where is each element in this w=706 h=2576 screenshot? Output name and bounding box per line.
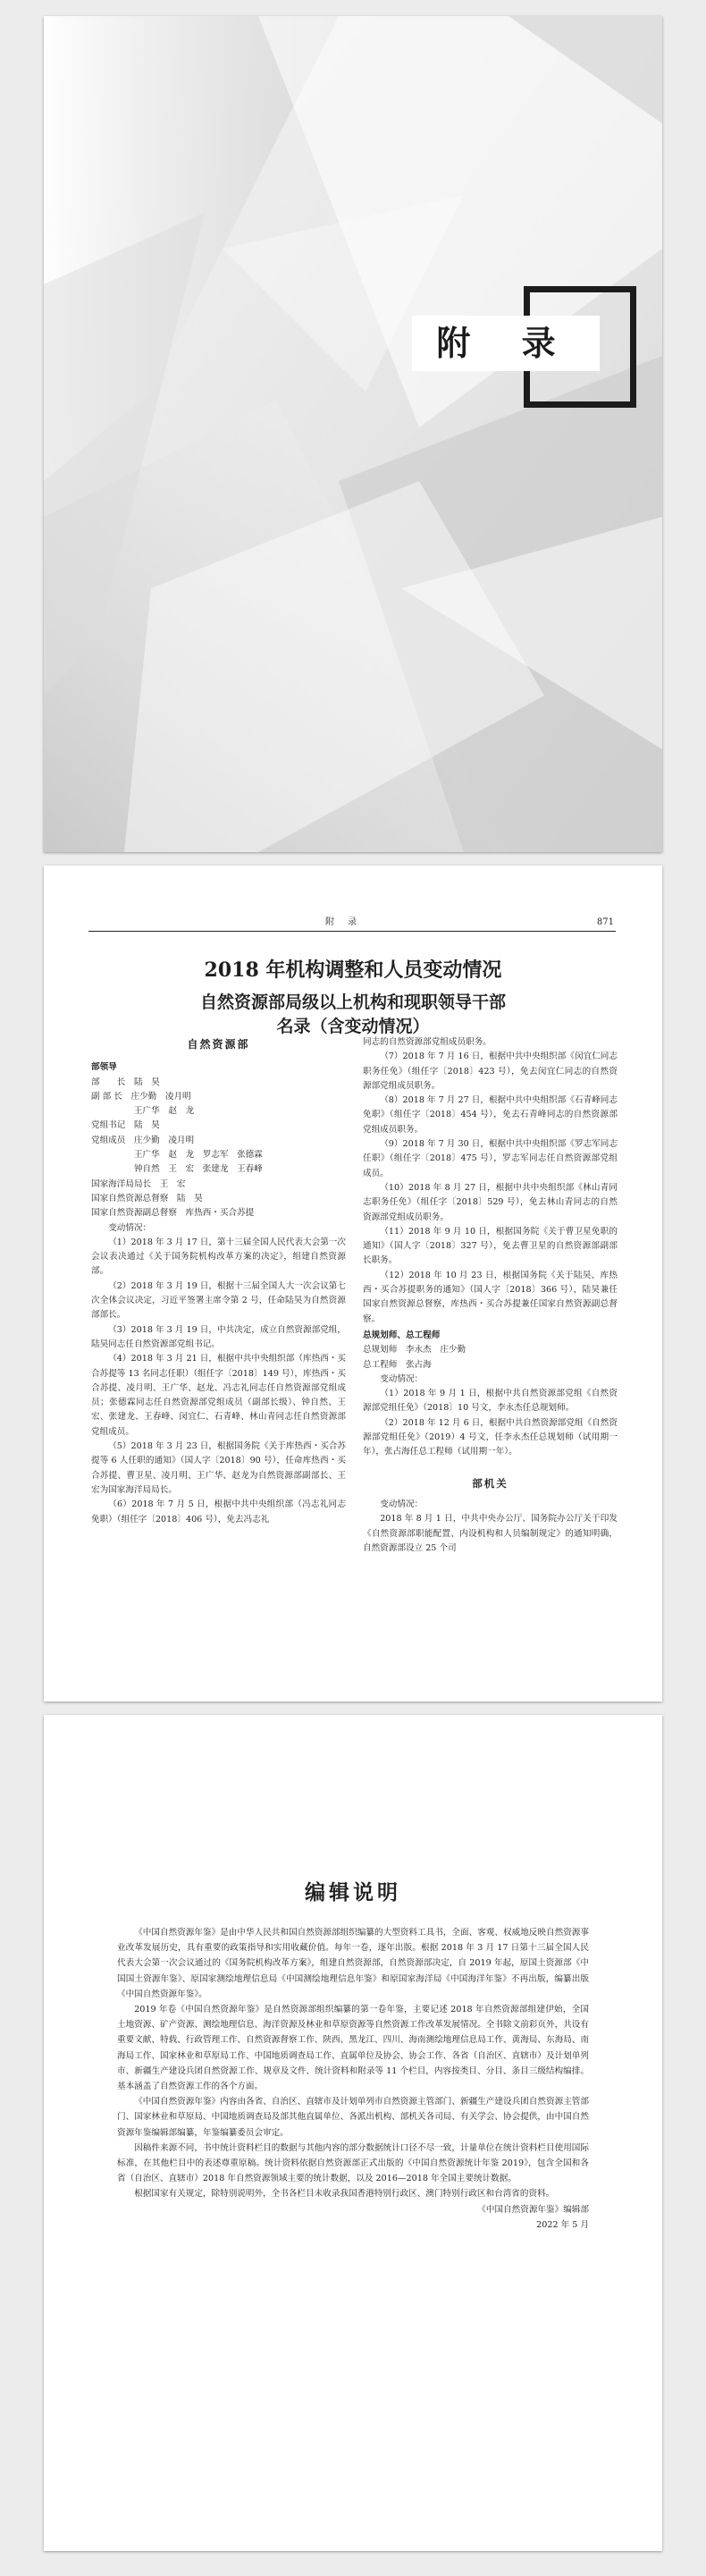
change-label: 变动情况：	[108, 1222, 152, 1233]
roster-line: 王广华 赵 龙 罗志军 张德霖	[91, 1150, 263, 1161]
roster-line: 国家海洋局局长 王 宏	[91, 1178, 186, 1189]
change-paragraph: （1）2018 年 3 月 17 日，第十三届全国人民代表大会第一次会议表决通过《关于国务院机构改革方案的决定》，组建自然资源部。	[91, 1237, 346, 1277]
roster-line: 党组书记 陆 昊	[91, 1120, 160, 1131]
editor-note-body	[117, 1925, 589, 2202]
cover-background-graphic	[44, 16, 662, 852]
change-paragraph: （6）2018 年 7 月 5 日，根据中共中央组织部（冯志礼同志免职）（组任字〔2018〕406 号），免去冯志礼	[91, 1499, 346, 1524]
change-paragraph: （1）2018 年 9 月 1 日，根据中共自然资源部党组《自然资源部党组任免》（2018〕10 号文，李永杰任总规划师。	[363, 1389, 618, 1414]
roster-line: 部 长 陆 昊	[91, 1077, 160, 1087]
planner-heading: 总规划师、总工程师	[363, 1330, 441, 1340]
cover-page	[44, 16, 662, 852]
report-subtitle-line2: 名录（含变动情况）	[276, 1017, 430, 1036]
change-paragraph: （4）2018 年 3 月 21 日，根据中共中央组织部（库热西・买合苏提等 13 名同志任职）（组任字〔2018〕149 号），库热西・买合苏提、凌月明、王广华、赵龙、冯志礼同志任自然资源部党组成员；张德霖同志任自然资源部党组成员（副部长级）、钟自然、王宏、张建龙、王春峰、闵宜仁、石青峰、林山青同志任自然资源部党组成员。	[91, 1354, 346, 1437]
right-column	[363, 1035, 618, 1556]
roster-line: 党组成员 庄少勤 凌月明	[91, 1135, 195, 1145]
section-title-ministry-offices: 部机关	[472, 1476, 508, 1490]
change-paragraph: 同志的自然资源部党组成员职务。	[363, 1037, 492, 1047]
change-paragraph: （2）2018 年 12 月 6 日，根据中共自然资源部党组《自然资源部党组任免》（2019）4 号文，任李永杰任总规划师（试用期一年），张占海任总工程师（试用期一年）。	[363, 1417, 618, 1457]
report-title: 2018 年机构调整和人员变动情况	[204, 959, 502, 982]
note-paragraph: 《中国自然资源年鉴》内容由各省、自治区、直辖市及计划单列市自然资源主管部门、新疆生产建设兵团自然资源主管部门、国家林业和草原局、中国地质调查局及部其他直属单位、各派出机构、部机关各司局、有关学会、协会提供，由中国自然资源年鉴编辑部编纂，年鉴编纂委员会审定。	[117, 2097, 589, 2138]
change-paragraph: （7）2018 年 7 月 16 日，根据中共中央组织部《闵宜仁同志职务任免》（组任字〔2018〕423 号），免去闵宜仁同志的自然资源部党组成员职务。	[363, 1052, 618, 1091]
change-paragraph: （3）2018 年 3 月 19 日，中共决定，成立自然资源部党组，陆昊同志任自然资源部党组书记。	[91, 1324, 346, 1349]
note-paragraph: 《中国自然资源年鉴》是由中华人民共和国自然资源部组织编纂的大型资料工具书，全面、客观、权威地反映自然资源事业改革发展历史，具有重要的政策指导和实用收藏价值。每年一卷，逐年出版。根据 2018 年 3 月 17 日第十三届全国人民代表大会第一次会议通过的《国务院机构改革方案》，组建自然资源部，自然资源部决定，自 2019 年起，原国土资源部《中国国土资源年鉴》、原国家测绘地理信息局《中国测绘地理信息年鉴》和原国家海洋局《中国海洋年鉴》不再出版，编纂出版《中国自然资源年鉴》。	[117, 1928, 589, 1999]
cover-title: 附 录	[412, 316, 600, 371]
change-paragraph: （10）2018 年 8 月 27 日，根据中共中央组织部《林山青同志职务任免》（组任字〔2018〕529 号），免去林山青同志的自然资源部党组成员职务。	[363, 1182, 618, 1222]
note-paragraph: 2019 年卷《中国自然资源年鉴》是自然资源部组织编纂的第一卷年鉴，主要记述 2018 年自然资源部组建伊始，全国土地资源、矿产资源、测绘地理信息、海洋资源及林业和草原资源等自然资源工作改革发展情况。全书除文前彩页外，共设有重要文献、特载、行政管理工作、自然资源督察工作、陕西、黑龙江、四川、海南测绘地理信息局工作、黄海局、东海局、南海局工作、国家林业和草原局工作、中国地质调查局工作、直属单位及协会、协会工作、各省（自治区、直辖市）及计划单列市、新疆生产建设兵团自然资源工作、规章及文件、统计资料和附录等 11 个栏目，内容按类目、分目、条目三级结构编排。基本涵盖了自然资源工作的各个方面。	[117, 2005, 589, 2092]
page-number: 871	[596, 917, 614, 927]
running-head	[88, 916, 616, 932]
editor-signature: 《中国自然资源年鉴》编辑部	[477, 2205, 589, 2215]
change-paragraph: 2018 年 8 月 1 日，中共中央办公厅、国务院办公厅关于印发《自然资源部职能配置、内设机构和人员编制规定》的通知明确，自然资源部设立 25 个司	[363, 1514, 618, 1553]
editor-date: 2022 年 5 月	[536, 2220, 589, 2230]
roster-line: 国家自然资源副总督察 库热西・买合苏提	[91, 1208, 255, 1219]
change-paragraph: （12）2018 年 10 月 23 日，根据国务院《关于陆昊、库热西・买合苏提职务的通知》（国人字〔2018〕366 号），陆昊兼任国家自然资源总督察，库热西・买合苏提兼任国家自然资源副总督察。	[363, 1270, 618, 1324]
roster-line: 总工程师 张占海	[363, 1359, 432, 1370]
roster-line: 王广华 赵 龙	[91, 1106, 195, 1117]
note-paragraph: 因稿件来源不同，书中统计资料栏目的数据与其他内容的部分数据统计口径不尽一致，计量单位在统计资料栏目使用国际标准，在其他栏目中的表述尊重原稿。统计资料依据自然资源部正式出版的《中国自然资源统计年鉴 2019》，包含全国和各省（自治区、直辖市）2018 年自然资源领域主要的统计数据，以及 2016—2018 年全国主要统计数据。	[117, 2142, 589, 2184]
roster-line: 钟自然 王 宏 张建龙 王春峰	[91, 1164, 263, 1175]
section-title-ministry: 自然资源部	[187, 1038, 250, 1051]
editor-note-title: 编辑说明	[305, 1881, 401, 1905]
leadership-heading: 部领导	[91, 1062, 117, 1073]
editor-signature-block	[477, 2202, 589, 2233]
roster-line: 国家自然资源总督察 陆 昊	[91, 1193, 203, 1204]
change-paragraph: （5）2018 年 3 月 23 日，根据国务院《关于库热西・买合苏提等 6 人任职的通知》（国人字〔2018〕90 号），任命库热西・买合苏提、曹卫星、凌月明、王广华、赵龙为自然资源部副部长、王宏为国家海洋局局长。	[91, 1441, 346, 1495]
left-column	[91, 1035, 346, 1527]
change-paragraph: （8）2018 年 7 月 27 日，根据中共中央组织部《石青峰同志免职》（组任字〔2018〕454 号），免去石青峰同志的自然资源部党组成员职务。	[363, 1095, 618, 1135]
change-paragraph: （2）2018 年 3 月 19 日，根据十三届全国人大一次会议第七次全体会议决定，习近平签署主席令第 2 号，任命陆昊为自然资源部部长。	[91, 1280, 346, 1321]
editor-note-page	[44, 1715, 662, 2551]
roster-line: 总规划师 李永杰 庄少勤	[363, 1345, 466, 1356]
change-paragraph: （11）2018 年 9 月 10 日，根据国务院《关于曹卫星免职的通知》（国人字〔2018〕327 号），免去曹卫星的自然资源部副部长职务。	[363, 1226, 618, 1266]
leadership-roster	[91, 1076, 346, 1221]
report-page	[44, 866, 662, 1702]
roster-line: 副 部 长 庄少勤 凌月明	[91, 1091, 191, 1102]
change-label: 变动情况：	[380, 1373, 424, 1384]
change-label: 变动情况：	[380, 1499, 424, 1509]
running-head-title: 附 录	[325, 917, 363, 927]
change-paragraph: （9）2018 年 7 月 30 日，根据中共中央组织部《罗志军同志任职》（组任字〔2018〕475 号），罗志军同志任自然资源部党组成员。	[363, 1139, 618, 1178]
report-subtitle-line1: 自然资源部局级以上机构和现职领导干部	[199, 992, 506, 1012]
note-paragraph: 根据国家有关规定，除特别说明外，全书各栏目未收录我国香港特别行政区、澳门特别行政区和台湾省的资料。	[134, 2189, 555, 2200]
